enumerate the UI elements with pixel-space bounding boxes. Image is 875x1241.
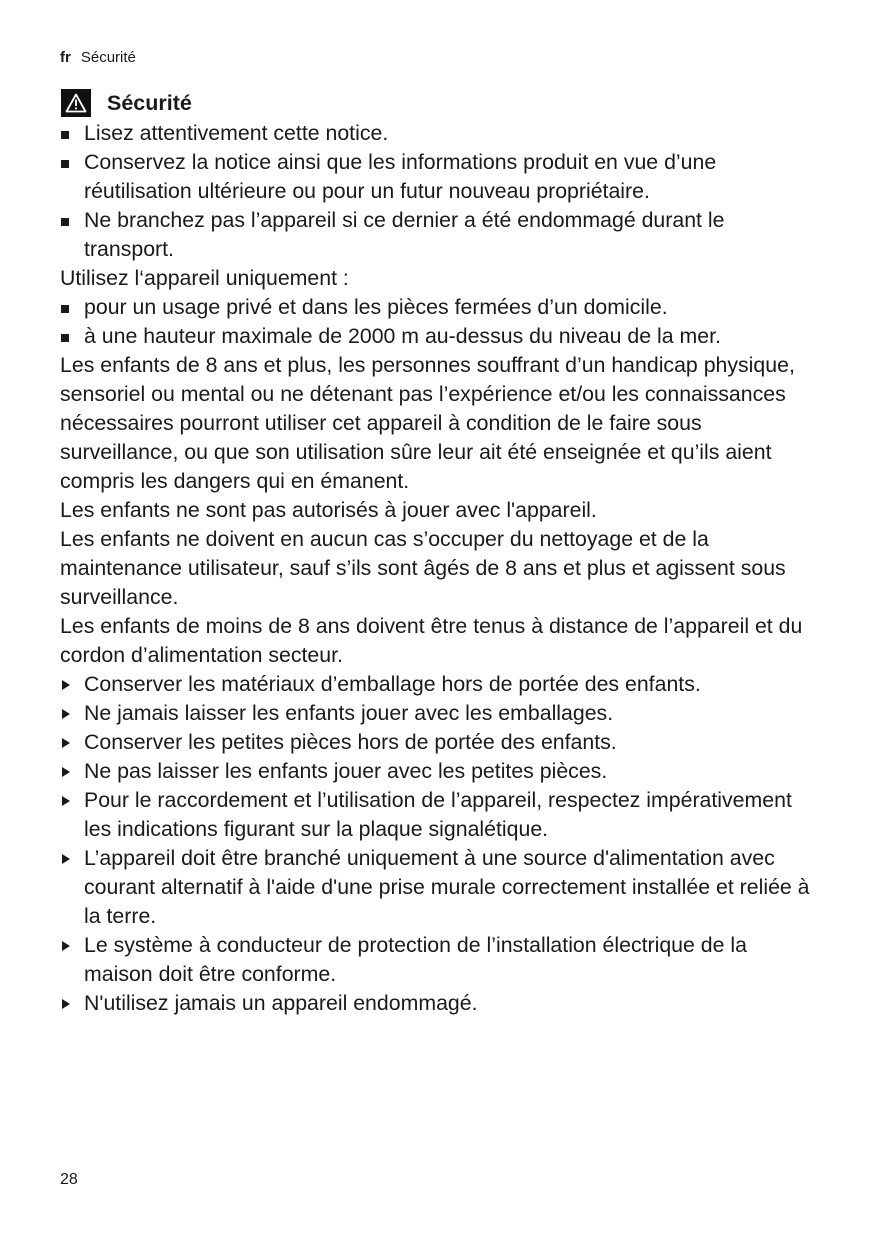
list-item: Ne branchez pas l’appareil si ce dernier a été endommagé durant le transport. (60, 206, 820, 264)
list-item: à une hauteur maximale de 2000 m au-dessus du niveau de la mer. (60, 322, 820, 351)
list-item: pour un usage privé et dans les pièces fermées d’un domicile. (60, 293, 820, 322)
section-title: Sécurité (107, 90, 192, 115)
action-item: Ne pas laisser les enfants jouer avec les petites pièces. (60, 757, 820, 786)
action-item: L’appareil doit être branché uniquement à une source d'alimentation avec courant alternatif à l'aide d'une prise murale correctement installée et reliée à la terre. (60, 844, 820, 931)
action-item: Ne jamais laisser les enfants jouer avec les emballages. (60, 699, 820, 728)
section-heading (60, 87, 820, 119)
paragraph: Les enfants ne doivent en aucun cas s’occuper du nettoyage et de la maintenance utilisateur, sauf s’ils sont âgés de 8 ans et plus et agissent sous surveillance. (60, 527, 786, 609)
use-intro: Utilisez l‘appareil uniquement : (60, 266, 349, 290)
paragraph: Les enfants de 8 ans et plus, les personnes souffrant d’un handicap physique, sensoriel ou mental ou ne détenant pas l’expérience et/ou les connaissances nécessaires pourront utiliser cet appareil à condition de le faire sous surveillance, ou que son utilisation sûre leur ait été enseignée et qu’ils aient compris les dangers qui en émanent. (60, 353, 795, 493)
page-content (60, 87, 820, 1018)
warning-triangle-icon (61, 89, 91, 117)
action-list (60, 670, 820, 1018)
language-code: fr (60, 49, 71, 66)
running-header-section: Sécurité (80, 49, 136, 66)
action-item: Le système à conducteur de protection de l’installation électrique de la maison doit être conforme. (60, 931, 820, 989)
usage-list (60, 293, 820, 351)
action-item: Conserver les matériaux d’emballage hors de portée des enfants. (60, 670, 820, 699)
paragraph: Les enfants de moins de 8 ans doivent être tenus à distance de l’appareil et du cordon d’alimentation secteur. (60, 614, 803, 667)
page-number: 28 (60, 1171, 78, 1188)
paragraph: Les enfants ne sont pas autorisés à jouer avec l'appareil. (60, 498, 597, 522)
action-item: Pour le raccordement et l’utilisation de l’appareil, respectez impérativement les indications figurant sur la plaque signalétique. (60, 786, 820, 844)
list-item: Conservez la notice ainsi que les informations produit en vue d’une réutilisation ultérieure ou pour un futur nouveau propriétaire. (60, 148, 820, 206)
action-item: N'utilisez jamais un appareil endommagé. (60, 989, 820, 1018)
action-item: Conserver les petites pièces hors de portée des enfants. (60, 728, 820, 757)
running-header (60, 48, 136, 68)
safety-list (60, 119, 820, 264)
list-item: Lisez attentivement cette notice. (60, 119, 820, 148)
